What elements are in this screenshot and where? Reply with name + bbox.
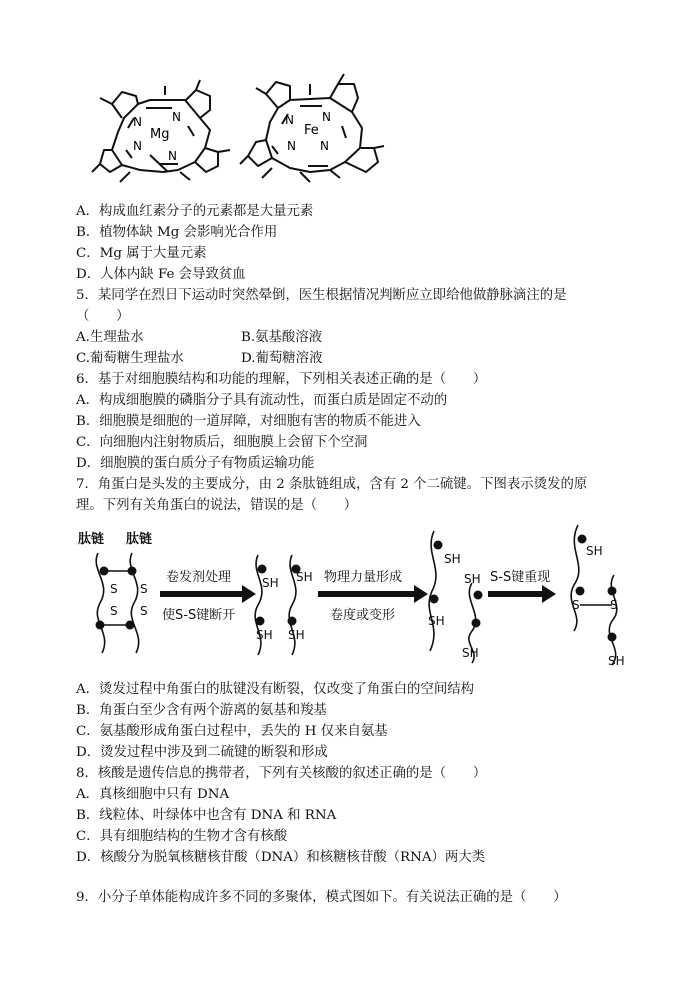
s-label-6: S (610, 598, 618, 612)
sh-label-2: SH (296, 570, 313, 584)
q5-option-a: A.生理盐水 (76, 330, 144, 345)
fe-porphyrin-n1: N (285, 113, 294, 127)
q8-option-a: A．真核细胞中只有 DNA (76, 787, 230, 802)
q5-options-row2 (76, 349, 323, 368)
q6-option-d: D．细胞膜的蛋白质分子有物质运输功能 (76, 456, 315, 471)
q7-option-b: B．角蛋白至少含有两个游离的氨基和羧基 (76, 703, 327, 718)
sh-label-7: SH (428, 614, 445, 628)
fe-porphyrin-n2: N (322, 110, 331, 124)
chain-label-1: 肽链 (78, 532, 105, 547)
q8-option-b: B．线粒体、叶绿体中也含有 DNA 和 RNA (76, 808, 337, 823)
q5-option-b: B.氨基酸溶液 (241, 330, 323, 345)
arrow3-top-label: S-S键重现 (490, 570, 551, 585)
sh-label-10: SH (608, 654, 625, 668)
q7-option-c: C．氨基酸形成角蛋白过程中，丢失的 H 仅来自氨基 (76, 724, 388, 739)
mg-porphyrin-n2: N (172, 110, 181, 124)
fe-porphyrin-n3: N (287, 139, 296, 153)
arrow2-top-label: 物理力量形成 (324, 570, 403, 585)
arrow1-top-label: 卷发剂处理 (166, 570, 232, 585)
sh-label-8: SH (462, 646, 479, 660)
mg-metal-label: Mg (150, 127, 170, 142)
sh-label-6: SH (464, 572, 481, 586)
sh-label-9: SH (586, 544, 603, 558)
mg-porphyrin-n3: N (133, 139, 142, 153)
porphyrin-figure (0, 0, 695, 200)
q4-option-a: A．构成血红素分子的元素都是大量元素 (76, 204, 314, 219)
q5-stem-line2: （ ） (76, 309, 130, 324)
q8-stem: 8．核酸是遗传信息的携带者，下列有关核酸的叙述正确的是（ ） (76, 766, 487, 781)
q5-option-d: D.葡萄糖溶液 (241, 351, 323, 366)
arrow2-bottom-label: 卷度或变形 (330, 608, 396, 623)
sh-label-3: SH (256, 628, 273, 642)
fe-metal-label: Fe (304, 123, 319, 138)
perm-process-figure (0, 525, 695, 675)
q6-option-a: A．构成细胞膜的磷脂分子具有流动性，而蛋白质是固定不动的 (76, 393, 448, 408)
sh-label-5: SH (444, 552, 461, 566)
arrow1-bottom-label: 使S-S键断开 (162, 608, 236, 623)
mg-porphyrin-n4: N (168, 149, 177, 163)
q6-option-b: B．细胞膜是细胞的一道屏障，对细胞有害的物质不能进入 (76, 414, 421, 429)
q5-option-c: C.葡萄糖生理盐水 (76, 351, 184, 366)
q4-option-b: B．植物体缺 Mg 会影响光合作用 (76, 225, 278, 240)
s-label-2: S (140, 582, 148, 596)
q5-stem-line1: 5．某同学在烈日下运动时突然晕倒，医生根据情况判断应立即给他做静脉滴注的是 (76, 288, 567, 303)
sh-label-4: SH (288, 628, 305, 642)
q4-option-d: D．人体内缺 Fe 会导致贫血 (76, 267, 246, 282)
q6-option-c: C．向细胞内注射物质后，细胞膜上会留下个空洞 (76, 435, 368, 450)
fe-porphyrin-n4: N (320, 139, 329, 153)
s-label-1: S (110, 582, 118, 596)
q9-stem: 9．小分子单体能构成许多不同的多聚体，模式图如下。有关说法正确的是（ ） (76, 890, 567, 905)
s-label-3: S (110, 604, 118, 618)
q8-option-c: C．具有细胞结构的生物才含有核酸 (76, 829, 288, 844)
s-label-4: S (140, 604, 148, 618)
sh-label-1: SH (262, 576, 279, 590)
q8-option-d: D．核酸分为脱氧核糖核苷酸（DNA）和核糖核苷酸（RNA）两大类 (76, 850, 486, 865)
q7-stem-line2: 理。下列有关角蛋白的说法，错误的是（ ） (76, 498, 358, 513)
q7-option-a: A．烫发过程中角蛋白的肽键没有断裂，仅改变了角蛋白的空间结构 (76, 682, 474, 697)
chain-label-2: 肽链 (126, 532, 153, 547)
q7-option-d: D．烫发过程中涉及到二硫键的断裂和形成 (76, 745, 328, 760)
mg-porphyrin-n1: N (133, 115, 142, 129)
q6-stem: 6．基于对细胞膜结构和功能的理解，下列相关表述正确的是（ ） (76, 372, 487, 387)
q5-options-row1 (76, 328, 323, 347)
q4-option-c: C．Mg 属于大量元素 (76, 246, 207, 261)
q7-stem-line1: 7．角蛋白是头发的主要成分，由 2 条肽链组成，含有 2 个二硫键。下图表示烫发的原 (76, 477, 588, 492)
s-label-5: S (572, 598, 580, 612)
